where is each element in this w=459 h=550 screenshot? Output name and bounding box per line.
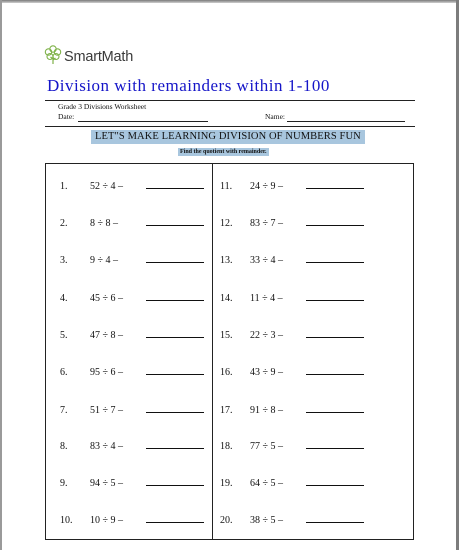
division-expression: 83 ÷ 7 – [250,218,283,229]
division-expression: 47 ÷ 8 – [90,330,123,341]
answer-blank[interactable] [306,290,364,301]
problem-item [220,178,364,192]
problem-number: 13. [220,255,233,266]
problem-number: 7. [60,405,68,416]
problem-item [60,215,204,229]
problem-number: 17. [220,405,233,416]
division-expression: 52 ÷ 4 – [90,181,123,192]
worksheet-label: Grade 3 Divisions Worksheet [58,102,147,111]
division-expression: 24 ÷ 9 – [250,181,283,192]
division-expression: 51 ÷ 7 – [90,405,123,416]
problem-item [60,252,204,266]
answer-blank[interactable] [146,364,204,375]
problem-item [220,402,364,416]
division-expression: 10 ÷ 9 – [90,515,123,526]
problem-item [220,290,364,304]
division-expression: 94 ÷ 5 – [90,478,123,489]
division-expression: 9 ÷ 4 – [90,255,118,266]
header-rule-bottom [45,126,415,127]
problem-item [60,438,204,452]
division-expression: 38 ÷ 5 – [250,515,283,526]
problem-number: 20. [220,515,233,526]
answer-blank[interactable] [146,178,204,189]
division-expression: 45 ÷ 6 – [90,293,123,304]
answer-blank[interactable] [306,438,364,449]
problem-item [220,475,364,489]
division-expression: 64 ÷ 5 – [250,478,283,489]
answer-blank[interactable] [306,512,364,523]
answer-blank[interactable] [146,512,204,523]
header-rule-top [45,100,415,101]
problem-item [60,178,204,192]
division-expression: 8 ÷ 8 – [90,218,118,229]
answer-blank[interactable] [146,252,204,263]
logo-text: SmartMath [64,49,134,65]
problem-item [60,512,204,526]
division-expression: 95 ÷ 6 – [90,367,123,378]
problem-number: 11. [220,181,233,192]
answer-blank[interactable] [306,178,364,189]
problem-item [220,438,364,452]
worksheet-title: Division with remainders within 1-100 [47,76,330,95]
problem-item [220,512,364,526]
division-expression: 77 ÷ 5 – [250,441,283,452]
problem-number: 15. [220,330,233,341]
division-expression: 91 ÷ 8 – [250,405,283,416]
problem-number: 10. [60,515,73,526]
answer-blank[interactable] [306,252,364,263]
problem-number: 9. [60,478,68,489]
problem-item [220,364,364,378]
problem-number: 8. [60,441,68,452]
division-expression: 22 ÷ 3 – [250,330,283,341]
instruction-text: Find the quotient with remainder. [180,149,267,155]
division-expression: 33 ÷ 4 – [250,255,283,266]
smartmath-logo [44,42,133,72]
answer-blank[interactable] [306,364,364,375]
answer-blank[interactable] [146,438,204,449]
answer-blank[interactable] [146,290,204,301]
problem-number: 5. [60,330,68,341]
problem-number: 2. [60,218,68,229]
division-expression: 83 ÷ 4 – [90,441,123,452]
problem-item [220,252,364,266]
date-label: Date: [58,112,75,121]
highlight-banner: LET"S MAKE LEARNING DIVISION OF NUMBERS FUN [91,130,365,144]
problem-number: 16. [220,367,233,378]
problem-item [60,364,204,378]
tree-icon [44,44,62,71]
problem-item [220,327,364,341]
problem-number: 12. [220,218,233,229]
problem-number: 4. [60,293,68,304]
problem-number: 19. [220,478,233,489]
problem-item [60,402,204,416]
answer-blank[interactable] [146,402,204,413]
name-field-line [287,121,405,122]
problem-number: 3. [60,255,68,266]
answer-blank[interactable] [306,475,364,486]
column-divider [212,163,213,540]
answer-blank[interactable] [306,402,364,413]
answer-blank[interactable] [306,215,364,226]
answer-blank[interactable] [146,475,204,486]
problem-item [60,475,204,489]
date-field-line [78,121,208,122]
division-expression: 11 ÷ 4 – [250,293,283,304]
problem-item [60,327,204,341]
division-expression: 43 ÷ 9 – [250,367,283,378]
problem-number: 6. [60,367,68,378]
answer-blank[interactable] [146,327,204,338]
problem-number: 1. [60,181,68,192]
answer-blank[interactable] [306,327,364,338]
name-label: Name: [265,112,285,121]
problem-number: 18. [220,441,233,452]
answer-blank[interactable] [146,215,204,226]
problem-item [60,290,204,304]
problem-number: 14. [220,293,233,304]
problem-item [220,215,364,229]
